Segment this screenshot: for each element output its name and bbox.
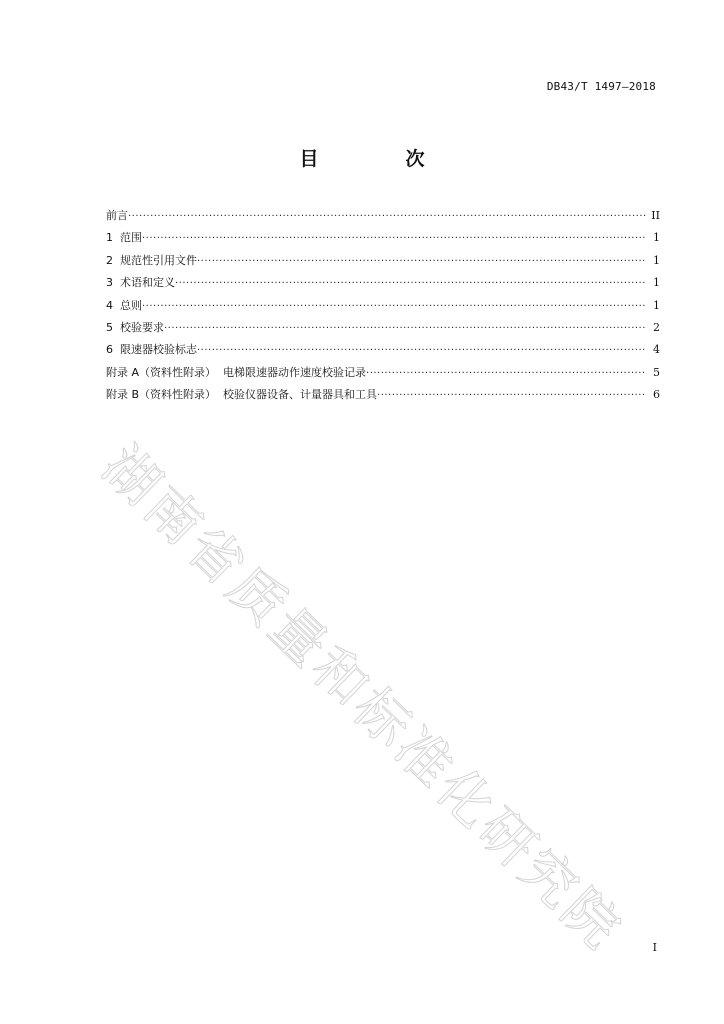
page-number: I bbox=[652, 941, 657, 954]
toc-entry-label: 前言 bbox=[106, 209, 128, 222]
table-of-contents bbox=[106, 205, 660, 407]
toc-entry-page: II bbox=[651, 209, 660, 222]
toc-entry-page: 1 bbox=[653, 298, 660, 312]
toc-entry-label: 3 术语和定义 bbox=[106, 276, 175, 290]
toc-leader-dots bbox=[377, 385, 646, 407]
toc-entry-label: 2 规范性引用文件 bbox=[106, 253, 197, 267]
toc-entry-verification-requirements[interactable] bbox=[106, 317, 660, 339]
toc-entry-page: 1 bbox=[653, 231, 660, 245]
toc-leader-dots bbox=[142, 296, 646, 318]
toc-entry-label: 1 范围 bbox=[106, 231, 142, 245]
toc-entry-normative-references[interactable] bbox=[106, 250, 660, 272]
toc-entry-label: 附录 B（资料性附录） 校验仪器设备、计量器具和工具 bbox=[106, 388, 378, 402]
toc-entry-appendix-a[interactable] bbox=[106, 362, 660, 384]
watermark: 湖南省质量和标准化研究院 bbox=[90, 433, 635, 963]
toc-entry-page: 1 bbox=[653, 253, 660, 267]
toc-entry-verification-mark[interactable] bbox=[106, 339, 660, 361]
toc-entry-label: 4 总则 bbox=[106, 298, 142, 312]
standard-code: DB43/T 1497—2018 bbox=[546, 80, 656, 93]
toc-leader-dots bbox=[128, 206, 646, 228]
toc-entry-page: 2 bbox=[653, 320, 660, 334]
toc-entry-label: 6 限速器校验标志 bbox=[106, 343, 197, 357]
page-title: 目 次 bbox=[299, 148, 459, 170]
toc-leader-dots bbox=[142, 228, 646, 250]
toc-entry-foreword[interactable] bbox=[106, 205, 660, 227]
toc-entry-terms-definitions[interactable] bbox=[106, 272, 660, 294]
toc-leader-dots bbox=[164, 318, 646, 340]
toc-leader-dots bbox=[175, 273, 646, 295]
toc-entry-page: 6 bbox=[653, 388, 660, 402]
toc-entry-scope[interactable] bbox=[106, 227, 660, 249]
toc-entry-page: 5 bbox=[653, 365, 660, 379]
toc-entry-general[interactable] bbox=[106, 295, 660, 317]
toc-leader-dots bbox=[366, 363, 646, 385]
toc-entry-page: 1 bbox=[653, 276, 660, 290]
toc-leader-dots bbox=[197, 340, 646, 362]
toc-entry-label: 5 校验要求 bbox=[106, 320, 164, 334]
toc-leader-dots bbox=[197, 251, 646, 273]
toc-entry-page: 4 bbox=[653, 343, 660, 357]
toc-entry-appendix-b[interactable] bbox=[106, 384, 660, 406]
toc-entry-label: 附录 A（资料性附录） 电梯限速器动作速度校验记录 bbox=[106, 365, 367, 379]
